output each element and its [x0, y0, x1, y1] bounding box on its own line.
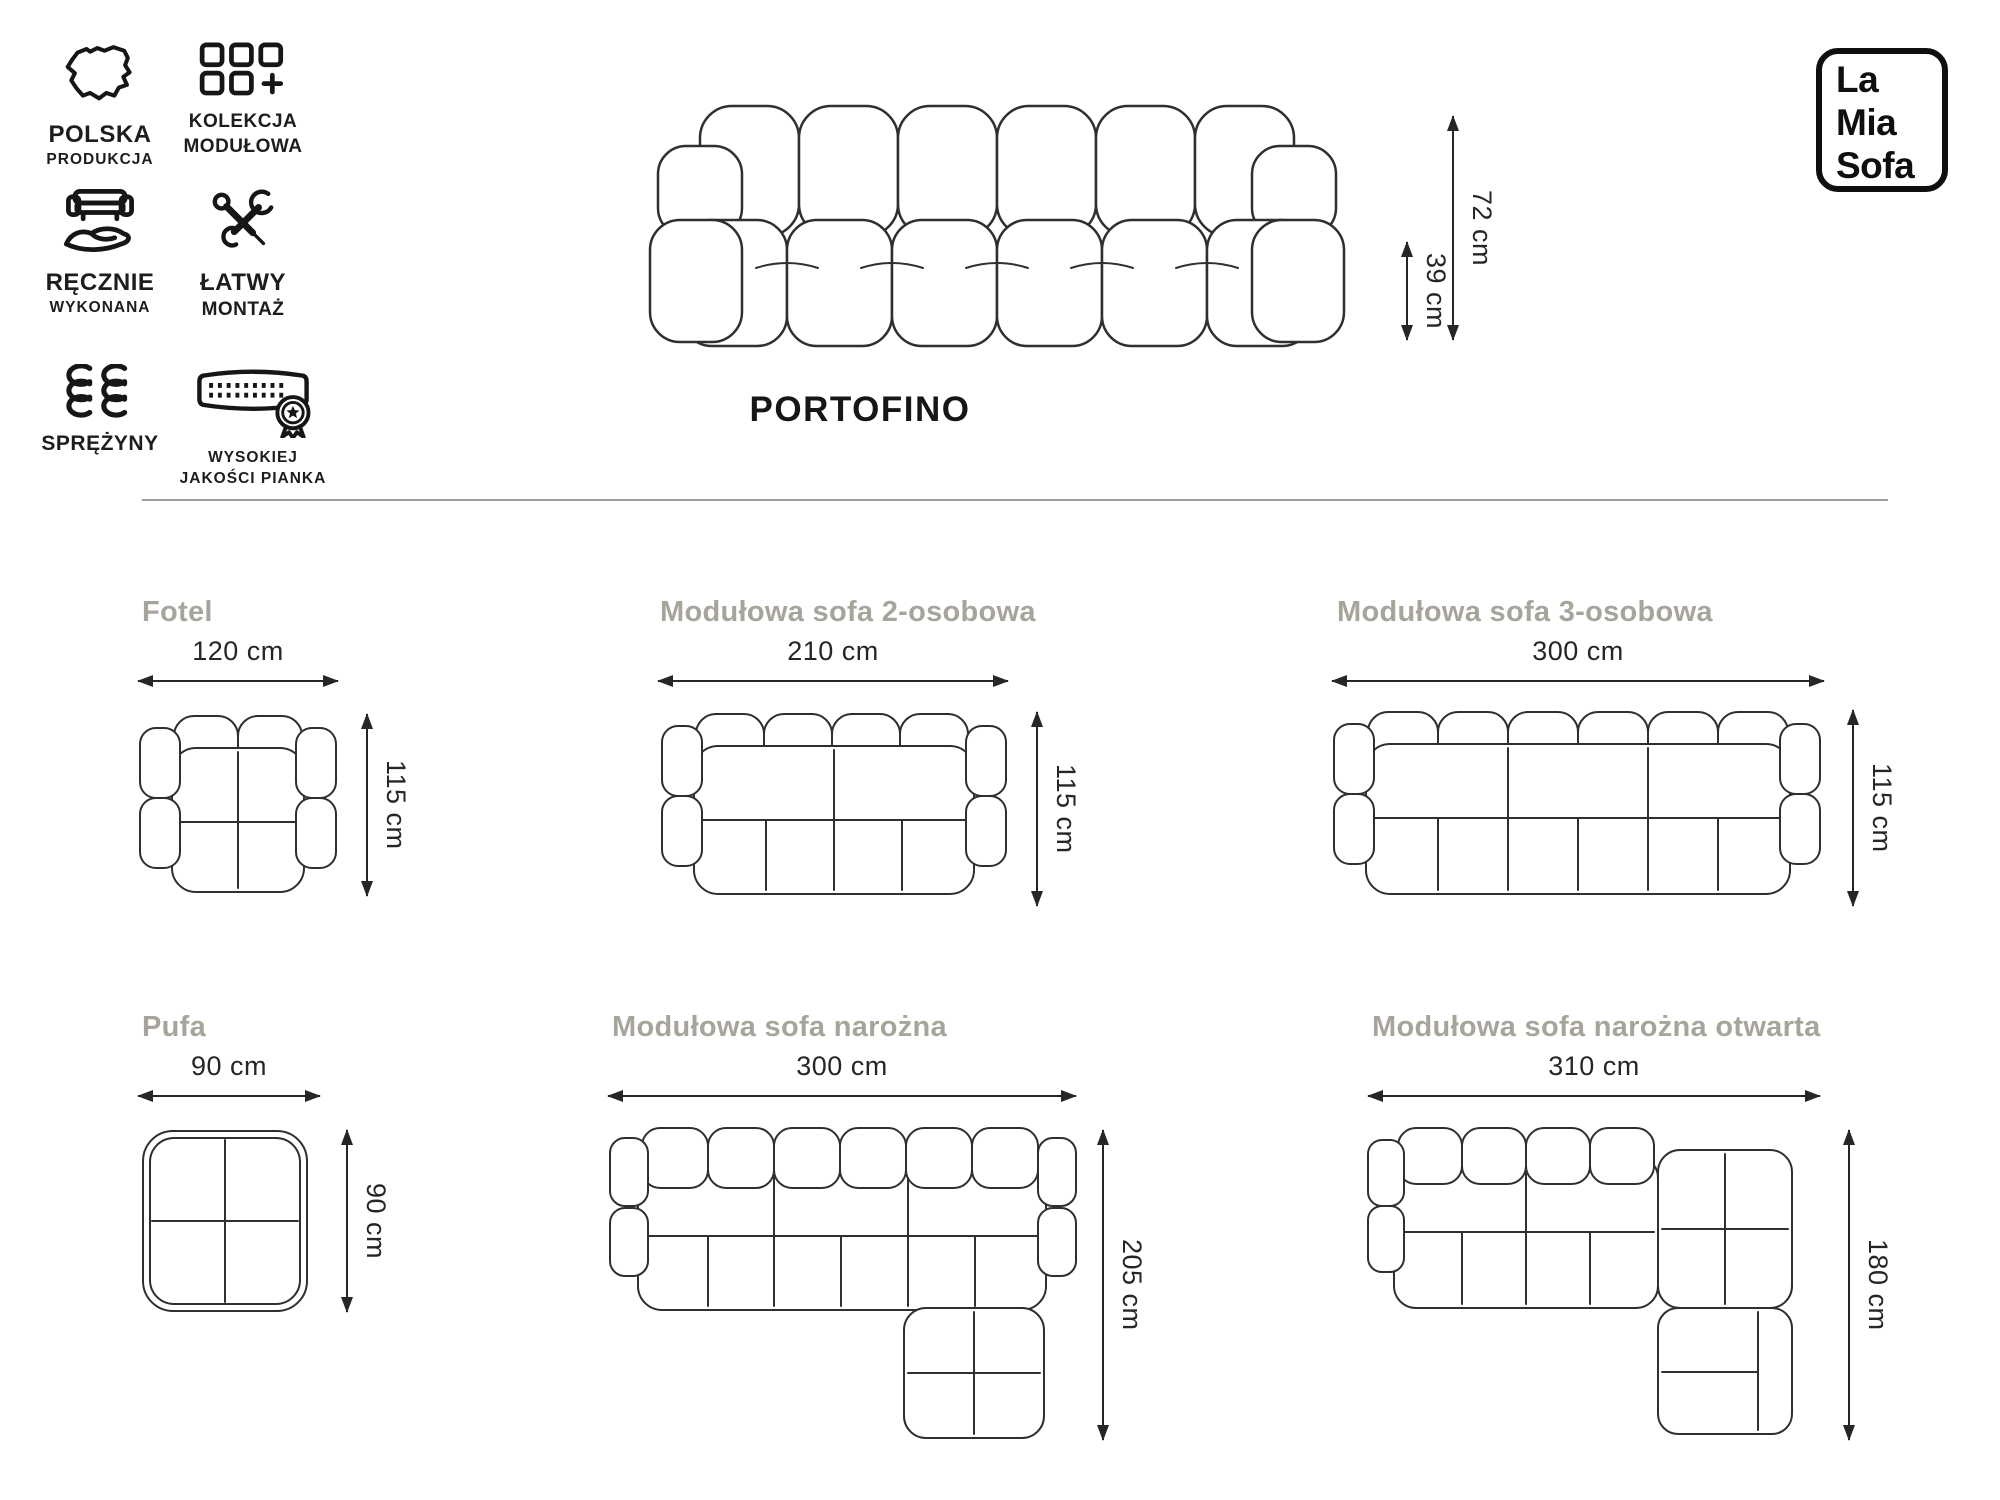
- feature-sublabel: WYKONANA: [49, 299, 151, 316]
- vertical-arrow: [1452, 116, 1454, 340]
- narozna-otwarta-top-view-drawing: [1366, 1126, 1821, 1438]
- product-name-narozna-otwarta: Modułowa sofa narożna otwarta: [1372, 1011, 1821, 1043]
- product-name-fotel: Fotel: [142, 596, 213, 628]
- feature-label: ŁATWY: [199, 269, 287, 296]
- feature-recznie-wykonana: [36, 188, 164, 319]
- easy-assembly-icon: [206, 188, 280, 258]
- feature-wysokiej-jakosci-pianka: [166, 362, 340, 490]
- width-dimension: [608, 1051, 1076, 1097]
- horizontal-arrow: [138, 1095, 320, 1097]
- depth-dimension: [366, 714, 411, 896]
- sofa-front-view-drawing: [646, 100, 1348, 354]
- dimension-value: 90 cm: [190, 1051, 268, 1081]
- width-dimension: [1332, 636, 1824, 682]
- sofa-2-top-view-drawing: [660, 710, 1008, 906]
- feature-sublabel: MONTAŻ: [201, 299, 285, 320]
- section-divider: [142, 499, 1888, 501]
- feature-label: KOLEKCJA: [188, 111, 298, 132]
- product-name-pufa: Pufa: [142, 1011, 207, 1043]
- width-dimension: [658, 636, 1008, 682]
- vertical-arrow: [1852, 710, 1854, 906]
- modular-collection-icon: [199, 40, 287, 100]
- brand-logo-line: Sofa: [1836, 145, 1915, 186]
- feature-polska-produkcja: [36, 40, 164, 171]
- dimension-value: 72 cm: [1467, 189, 1497, 267]
- feature-sublabel: MODUŁOWA: [183, 135, 303, 157]
- product-name-sofa-3: Modułowa sofa 3-osobowa: [1337, 596, 1713, 628]
- vertical-arrow: [366, 714, 368, 896]
- dimension-value: 115 cm: [1051, 764, 1081, 854]
- handmade-icon: [60, 188, 140, 258]
- depth-dimension: [1102, 1130, 1147, 1440]
- feature-sublabel: PRODUKCJA: [46, 151, 154, 168]
- high-quality-foam-icon: [189, 362, 317, 438]
- feature-sublabel: JAKOŚCI PIANKA: [179, 469, 327, 487]
- fotel-top-view-drawing: [138, 712, 338, 898]
- feature-latwy-montaz: [168, 188, 318, 323]
- dimension-value: 300 cm: [1532, 636, 1624, 666]
- depth-dimension: [1036, 712, 1081, 906]
- product-title: PORTOFINO: [749, 390, 971, 429]
- feature-kolekcja-modulowa: [168, 40, 318, 159]
- product-name-sofa-2: Modułowa sofa 2-osobowa: [660, 596, 1036, 628]
- vertical-arrow: [346, 1130, 348, 1312]
- dimension-value: 210 cm: [787, 636, 879, 666]
- horizontal-arrow: [658, 680, 1008, 682]
- sofa-3-top-view-drawing: [1332, 708, 1822, 906]
- vertical-arrow: [1102, 1130, 1104, 1440]
- horizontal-arrow: [138, 680, 338, 682]
- product-name-narozna: Modułowa sofa narożna: [612, 1011, 947, 1043]
- width-dimension: [138, 636, 338, 682]
- narozna-top-view-drawing: [608, 1126, 1078, 1444]
- horizontal-arrow: [608, 1095, 1076, 1097]
- width-dimension: [138, 1051, 320, 1097]
- dimension-value: 300 cm: [796, 1051, 888, 1081]
- brand-logo: [1816, 48, 1948, 192]
- feature-label: RĘCZNIE: [45, 269, 155, 296]
- vertical-arrow: [1848, 1130, 1850, 1440]
- depth-dimension: [1852, 710, 1897, 906]
- dimension-value: 115 cm: [1867, 763, 1897, 853]
- vertical-arrow: [1036, 712, 1038, 906]
- dimension-value: 90 cm: [361, 1182, 391, 1260]
- dimension-value: 180 cm: [1863, 1239, 1893, 1331]
- vertical-arrow: [1406, 242, 1408, 340]
- horizontal-arrow: [1332, 680, 1824, 682]
- feature-label: WYSOKIEJ: [208, 449, 298, 466]
- depth-dimension: [1848, 1130, 1893, 1440]
- brand-logo-line: La: [1836, 59, 1879, 100]
- brand-logo-line: Mia: [1836, 102, 1897, 143]
- springs-icon: [61, 364, 139, 422]
- dimension-value: 39 cm: [1421, 252, 1451, 330]
- dimension-value: 310 cm: [1548, 1051, 1640, 1081]
- poland-map-icon: [59, 40, 141, 110]
- horizontal-arrow: [1368, 1095, 1820, 1097]
- dimension-value: 120 cm: [192, 636, 284, 666]
- pufa-top-view-drawing: [140, 1128, 310, 1314]
- dimension-value: 115 cm: [381, 760, 411, 850]
- hero-total-height-dimension: [1452, 116, 1497, 340]
- feature-label: SPRĘŻYNY: [41, 432, 159, 455]
- dimension-value: 205 cm: [1117, 1239, 1147, 1331]
- feature-sprezyny: [30, 364, 170, 456]
- depth-dimension: [346, 1130, 391, 1312]
- width-dimension: [1368, 1051, 1820, 1097]
- hero-seat-height-dimension: [1406, 242, 1451, 340]
- feature-label: POLSKA: [48, 121, 152, 148]
